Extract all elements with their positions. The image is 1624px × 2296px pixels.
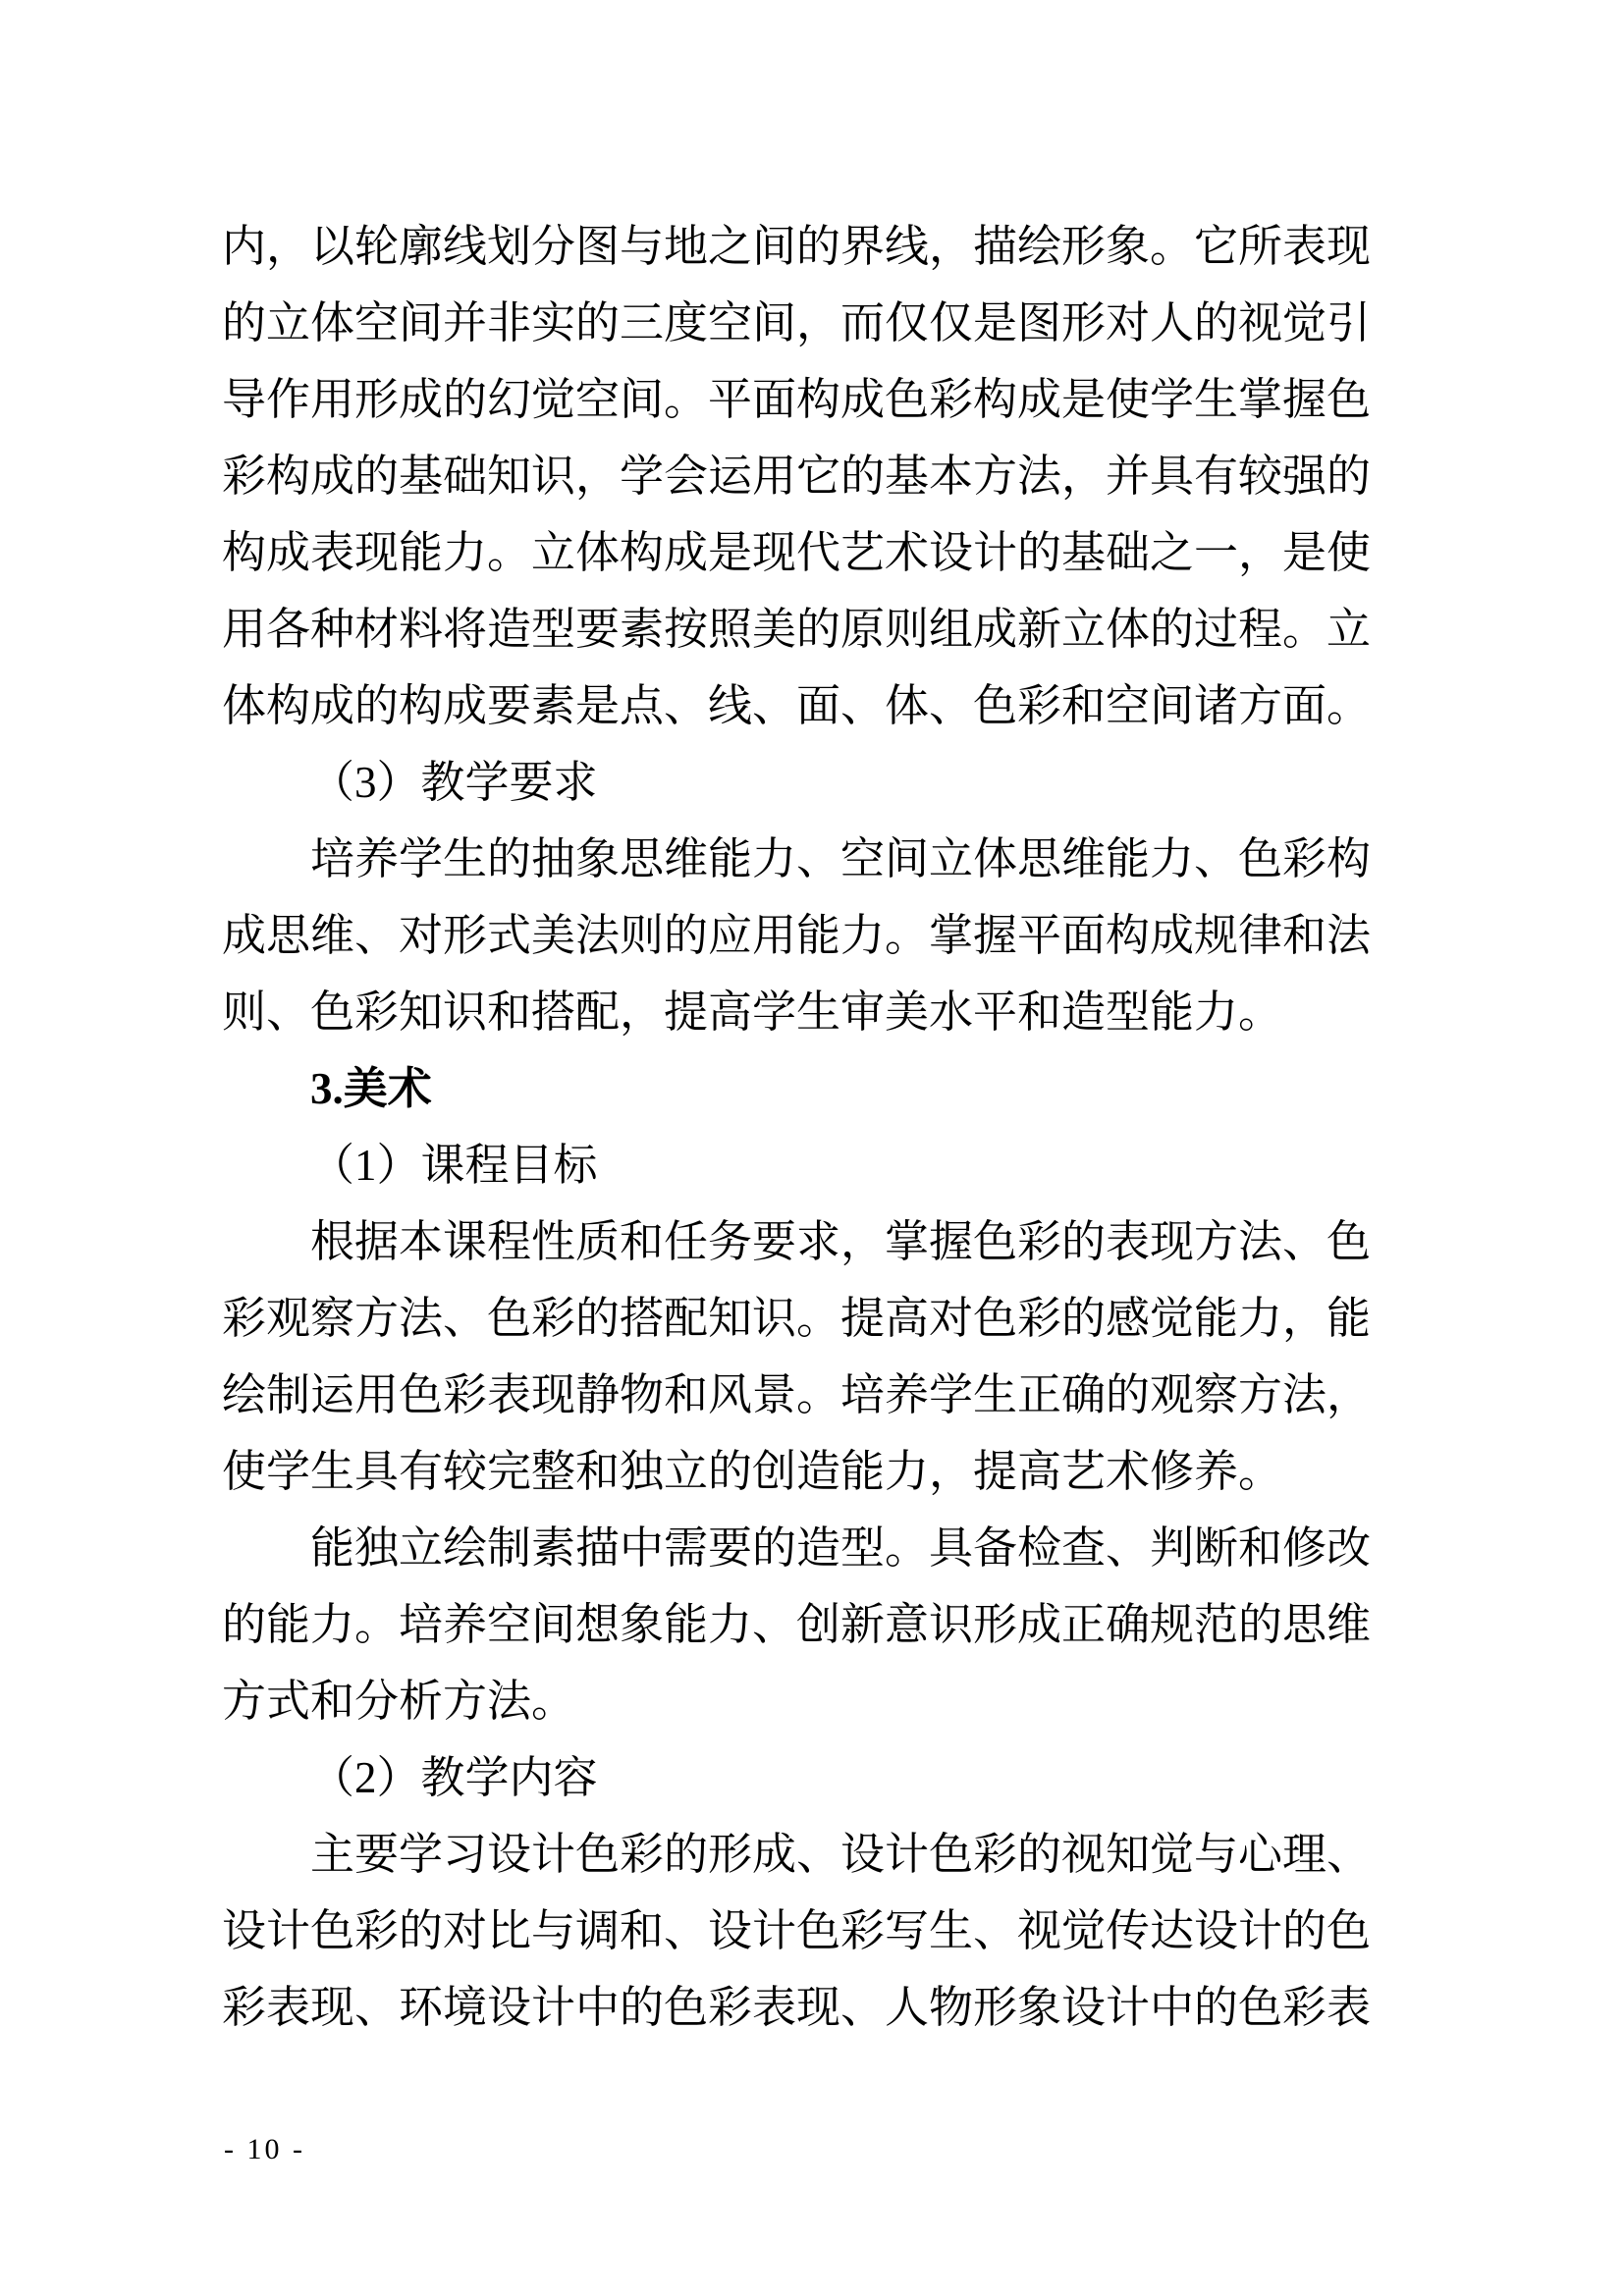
heading-fine-art-section: 3.美术 (310, 1064, 432, 1113)
text-block (222, 208, 1371, 2046)
paragraph-course-objectives-body-2: 能独立绘制素描中需要的造型。具备检查、判断和修改的能力。培养空间想象能力、创新意识形成正确规范的思维方式和分析方法。 (222, 1523, 1372, 1726)
page-number: - 10 - (224, 2133, 305, 2165)
subheading-course-objectives: （1）课程目标 (310, 1141, 598, 1190)
paragraph-continued-composition: 内，以轮廓线划分图与地之间的界线，描绘形象。它所表现的立体空间并非实的三度空间，而仅仅是图形对人的视觉引导作用形成的幻觉空间。平面构成色彩构成是使学生掌握色彩构成的基础知识，学会运用它的基本方法，并具有较强的构成表现能力。立体构成是现代艺术设计的基础之一，是使用各种材料将造型要素按照美的原则组成新立体的过程。立体构成的构成要素是点、线、面、体、色彩和空间诸方面。 (222, 222, 1372, 730)
subheading-teaching-requirements: （3）教学要求 (310, 758, 598, 807)
subheading-teaching-content: （2）教学内容 (310, 1753, 598, 1802)
paragraph-teaching-requirements-body: 培养学生的抽象思维能力、空间立体思维能力、色彩构成思维、对形式美法则的应用能力。掌握平面构成规律和法则、色彩知识和搭配，提高学生审美水平和造型能力。 (222, 834, 1372, 1037)
paragraph-course-objectives-body-1: 根据本课程性质和任务要求，掌握色彩的表现方法、色彩观察方法、色彩的搭配知识。提高对色彩的感觉能力，能绘制运用色彩表现静物和风景。培养学生正确的观察方法，使学生具有较完整和独立的创造能力，提高艺术修养。 (222, 1217, 1372, 1496)
paragraph-teaching-content-body: 主要学习设计色彩的形成、设计色彩的视知觉与心理、设计色彩的对比与调和、设计色彩写生、视觉传达设计的色彩表现、环境设计中的色彩表现、人物形象设计中的色彩表 (222, 1830, 1372, 2032)
